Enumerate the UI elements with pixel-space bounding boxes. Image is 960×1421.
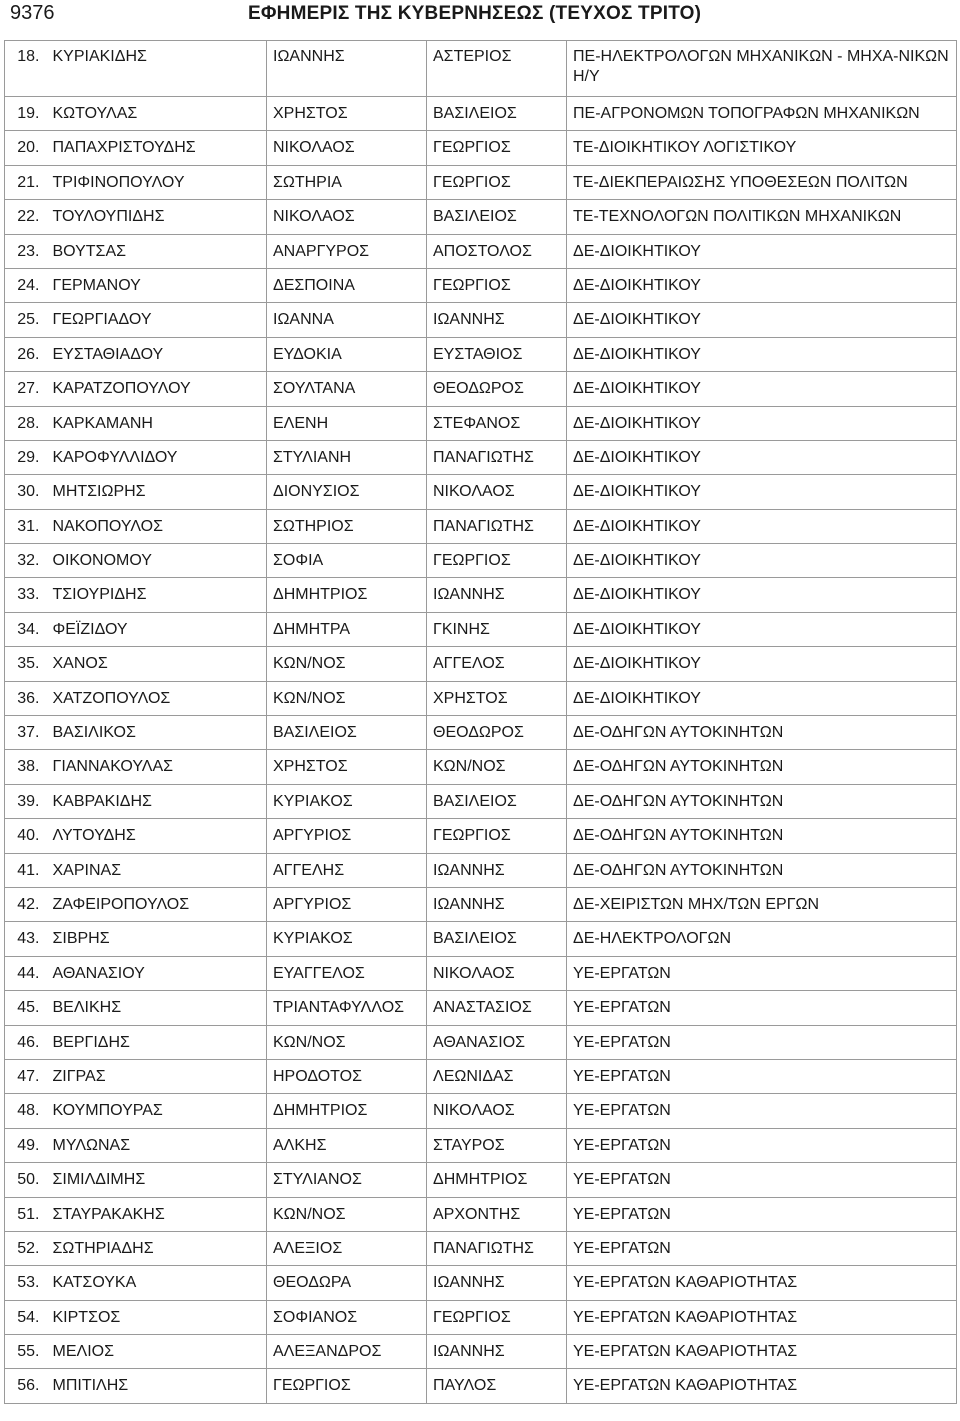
- specialty-cell: ΥΕ-ΕΡΓΑΤΩΝ ΚΑΘΑΡΙΟΤΗΤΑΣ: [567, 1335, 957, 1369]
- father-name-cell: ΝΙΚΟΛΑΟΣ: [427, 956, 567, 990]
- father-name-cell: ΒΑΣΙΛΕΙΟΣ: [427, 922, 567, 956]
- surname-cell: ΣΙΒΡΗΣ: [47, 922, 267, 956]
- row-number: 43.: [5, 922, 47, 956]
- row-number: 47.: [5, 1059, 47, 1093]
- table-row: [5, 1335, 957, 1369]
- row-number: 23.: [5, 234, 47, 268]
- first-name-cell: ΣΟΦΙΑ: [267, 544, 427, 578]
- first-name-cell: ΑΛΕΞΙΟΣ: [267, 1231, 427, 1265]
- table-row: [5, 1163, 957, 1197]
- surname-cell: ΓΙΑΝΝΑΚΟΥΛΑΣ: [47, 750, 267, 784]
- surname-cell: ΚΑΤΣΟΥΚΑ: [47, 1266, 267, 1300]
- surname-cell: ΒΕΛΙΚΗΣ: [47, 991, 267, 1025]
- specialty-cell: ΥΕ-ΕΡΓΑΤΩΝ: [567, 1231, 957, 1265]
- row-number: 38.: [5, 750, 47, 784]
- father-name-cell: ΓΕΩΡΓΙΟΣ: [427, 1300, 567, 1334]
- row-number: 48.: [5, 1094, 47, 1128]
- specialty-cell: ΔΕ-ΔΙΟΙΚΗΤΙΚΟΥ: [567, 681, 957, 715]
- table-row: [5, 475, 957, 509]
- specialty-cell: ΔΕ-ΔΙΟΙΚΗΤΙΚΟΥ: [567, 372, 957, 406]
- specialty-cell: ΔΕ-ΔΙΟΙΚΗΤΙΚΟΥ: [567, 406, 957, 440]
- father-name-cell: ΑΠΟΣΤΟΛΟΣ: [427, 234, 567, 268]
- surname-cell: ΜΗΤΣΙΩΡΗΣ: [47, 475, 267, 509]
- father-name-cell: ΙΩΑΝΝΗΣ: [427, 1266, 567, 1300]
- first-name-cell: ΘΕΟΔΩΡΑ: [267, 1266, 427, 1300]
- row-number: 37.: [5, 716, 47, 750]
- row-number: 24.: [5, 268, 47, 302]
- first-name-cell: ΗΡΟΔΟΤΟΣ: [267, 1059, 427, 1093]
- specialty-cell: ΔΕ-ΔΙΟΙΚΗΤΙΚΟΥ: [567, 544, 957, 578]
- specialty-cell: ΥΕ-ΕΡΓΑΤΩΝ ΚΑΘΑΡΙΟΤΗΤΑΣ: [567, 1266, 957, 1300]
- father-name-cell: ΧΡΗΣΤΟΣ: [427, 681, 567, 715]
- first-name-cell: ΕΥΑΓΓΕΛΟΣ: [267, 956, 427, 990]
- father-name-cell: ΙΩΑΝΝΗΣ: [427, 578, 567, 612]
- table-row: [5, 1369, 957, 1403]
- table-row: [5, 922, 957, 956]
- first-name-cell: ΣΟΥΛΤΑΝΑ: [267, 372, 427, 406]
- row-number: 20.: [5, 131, 47, 165]
- specialty-cell: ΔΕ-ΔΙΟΙΚΗΤΙΚΟΥ: [567, 612, 957, 646]
- first-name-cell: ΤΡΙΑΝΤΑΦΥΛΛΟΣ: [267, 991, 427, 1025]
- specialty-cell: ΔΕ-ΔΙΟΙΚΗΤΙΚΟΥ: [567, 440, 957, 474]
- specialty-cell: ΠΕ-ΑΓΡΟΝΟΜΩΝ ΤΟΠΟΓΡΑΦΩΝ ΜΗΧΑΝΙΚΩΝ: [567, 97, 957, 131]
- specialty-cell: ΠΕ-ΗΛΕΚΤΡΟΛΟΓΩΝ ΜΗΧΑΝΙΚΩΝ - ΜΗΧΑ-ΝΙΚΩΝ Η/Υ: [567, 41, 957, 97]
- surname-cell: ΣΤΑΥΡΑΚΑΚΗΣ: [47, 1197, 267, 1231]
- table-row: [5, 853, 957, 887]
- surname-cell: ΚΩΤΟΥΛΑΣ: [47, 97, 267, 131]
- row-number: 26.: [5, 337, 47, 371]
- table-row: [5, 303, 957, 337]
- row-number: 30.: [5, 475, 47, 509]
- first-name-cell: ΑΡΓΥΡΙΟΣ: [267, 887, 427, 921]
- surname-cell: ΣΙΜΙΛΔΙΜΗΣ: [47, 1163, 267, 1197]
- table-row: [5, 784, 957, 818]
- father-name-cell: ΔΗΜΗΤΡΙΟΣ: [427, 1163, 567, 1197]
- surname-cell: ΒΕΡΓΙΔΗΣ: [47, 1025, 267, 1059]
- table-row: [5, 1231, 957, 1265]
- first-name-cell: ΚΥΡΙΑΚΟΣ: [267, 922, 427, 956]
- surname-cell: ΤΟΥΛΟΥΠΙΔΗΣ: [47, 200, 267, 234]
- specialty-cell: ΥΕ-ΕΡΓΑΤΩΝ: [567, 1059, 957, 1093]
- table-row: [5, 337, 957, 371]
- surname-cell: ΤΡΙΦΙΝΟΠΟΥΛΟΥ: [47, 165, 267, 199]
- surname-cell: ΝΑΚΟΠΟΥΛΟΣ: [47, 509, 267, 543]
- specialty-cell: ΔΕ-ΔΙΟΙΚΗΤΙΚΟΥ: [567, 303, 957, 337]
- father-name-cell: ΑΝΑΣΤΑΣΙΟΣ: [427, 991, 567, 1025]
- surname-cell: ΚΑΡΚΑΜΑΝΗ: [47, 406, 267, 440]
- table-row: [5, 647, 957, 681]
- row-number: 21.: [5, 165, 47, 199]
- father-name-cell: ΠΑΝΑΓΙΩΤΗΣ: [427, 509, 567, 543]
- first-name-cell: ΣΟΦΙΑΝΟΣ: [267, 1300, 427, 1334]
- first-name-cell: ΑΝΑΡΓΥΡΟΣ: [267, 234, 427, 268]
- surname-cell: ΜΕΛΙΟΣ: [47, 1335, 267, 1369]
- first-name-cell: ΚΥΡΙΑΚΟΣ: [267, 784, 427, 818]
- table-row: [5, 1197, 957, 1231]
- table-row: [5, 200, 957, 234]
- row-number: 19.: [5, 97, 47, 131]
- father-name-cell: ΓΕΩΡΓΙΟΣ: [427, 819, 567, 853]
- first-name-cell: ΙΩΑΝΝΑ: [267, 303, 427, 337]
- surname-cell: ΓΕΩΡΓΙΑΔΟΥ: [47, 303, 267, 337]
- first-name-cell: ΑΡΓΥΡΙΟΣ: [267, 819, 427, 853]
- surname-cell: ΓΕΡΜΑΝΟΥ: [47, 268, 267, 302]
- father-name-cell: ΘΕΟΔΩΡΟΣ: [427, 716, 567, 750]
- first-name-cell: ΑΓΓΕΛΗΣ: [267, 853, 427, 887]
- table-row: [5, 268, 957, 302]
- specialty-cell: ΥΕ-ΕΡΓΑΤΩΝ ΚΑΘΑΡΙΟΤΗΤΑΣ: [567, 1369, 957, 1403]
- father-name-cell: ΠΑΥΛΟΣ: [427, 1369, 567, 1403]
- table-row: [5, 372, 957, 406]
- row-number: 25.: [5, 303, 47, 337]
- first-name-cell: ΔΗΜΗΤΡΙΟΣ: [267, 578, 427, 612]
- surname-cell: ΚΥΡΙΑΚΙΔΗΣ: [47, 41, 267, 97]
- father-name-cell: ΝΙΚΟΛΑΟΣ: [427, 1094, 567, 1128]
- row-number: 41.: [5, 853, 47, 887]
- surname-cell: ΧΑΝΟΣ: [47, 647, 267, 681]
- father-name-cell: ΒΑΣΙΛΕΙΟΣ: [427, 784, 567, 818]
- father-name-cell: ΓΕΩΡΓΙΟΣ: [427, 544, 567, 578]
- first-name-cell: ΓΕΩΡΓΙΟΣ: [267, 1369, 427, 1403]
- table-row: [5, 819, 957, 853]
- father-name-cell: ΣΤΑΥΡΟΣ: [427, 1128, 567, 1162]
- father-name-cell: ΘΕΟΔΩΡΟΣ: [427, 372, 567, 406]
- table-row: [5, 509, 957, 543]
- specialty-cell: ΤΕ-ΔΙΟΙΚΗΤΙΚΟΥ ΛΟΓΙΣΤΙΚΟΥ: [567, 131, 957, 165]
- row-number: 27.: [5, 372, 47, 406]
- father-name-cell: ΓΕΩΡΓΙΟΣ: [427, 268, 567, 302]
- row-number: 56.: [5, 1369, 47, 1403]
- first-name-cell: ΕΛΕΝΗ: [267, 406, 427, 440]
- appointees-table-body: [5, 41, 957, 1404]
- row-number: 50.: [5, 1163, 47, 1197]
- surname-cell: ΒΑΣΙΛΙΚΟΣ: [47, 716, 267, 750]
- row-number: 53.: [5, 1266, 47, 1300]
- row-number: 52.: [5, 1231, 47, 1265]
- surname-cell: ΚΑΒΡΑΚΙΔΗΣ: [47, 784, 267, 818]
- specialty-cell: ΥΕ-ΕΡΓΑΤΩΝ: [567, 1163, 957, 1197]
- table-row: [5, 681, 957, 715]
- specialty-cell: ΥΕ-ΕΡΓΑΤΩΝ ΚΑΘΑΡΙΟΤΗΤΑΣ: [567, 1300, 957, 1334]
- row-number: 36.: [5, 681, 47, 715]
- row-number: 49.: [5, 1128, 47, 1162]
- father-name-cell: ΑΘΑΝΑΣΙΟΣ: [427, 1025, 567, 1059]
- table-row: [5, 750, 957, 784]
- father-name-cell: ΚΩΝ/ΝΟΣ: [427, 750, 567, 784]
- father-name-cell: ΠΑΝΑΓΙΩΤΗΣ: [427, 440, 567, 474]
- table-row: [5, 41, 957, 97]
- specialty-cell: ΥΕ-ΕΡΓΑΤΩΝ: [567, 956, 957, 990]
- father-name-cell: ΑΓΓΕΛΟΣ: [427, 647, 567, 681]
- row-number: 34.: [5, 612, 47, 646]
- first-name-cell: ΣΤΥΛΙΑΝΟΣ: [267, 1163, 427, 1197]
- father-name-cell: ΙΩΑΝΝΗΣ: [427, 887, 567, 921]
- surname-cell: ΠΑΠΑΧΡΙΣΤΟΥΔΗΣ: [47, 131, 267, 165]
- table-row: [5, 131, 957, 165]
- father-name-cell: ΝΙΚΟΛΑΟΣ: [427, 475, 567, 509]
- table-row: [5, 716, 957, 750]
- first-name-cell: ΑΛΕΞΑΝΔΡΟΣ: [267, 1335, 427, 1369]
- first-name-cell: ΙΩΑΝΝΗΣ: [267, 41, 427, 97]
- father-name-cell: ΠΑΝΑΓΙΩΤΗΣ: [427, 1231, 567, 1265]
- table-row: [5, 1300, 957, 1334]
- surname-cell: ΣΩΤΗΡΙΑΔΗΣ: [47, 1231, 267, 1265]
- father-name-cell: ΕΥΣΤΑΘΙΟΣ: [427, 337, 567, 371]
- first-name-cell: ΔΙΟΝΥΣΙΟΣ: [267, 475, 427, 509]
- first-name-cell: ΔΗΜΗΤΡΙΟΣ: [267, 1094, 427, 1128]
- row-number: 39.: [5, 784, 47, 818]
- first-name-cell: ΔΕΣΠΟΙΝΑ: [267, 268, 427, 302]
- first-name-cell: ΑΛΚΗΣ: [267, 1128, 427, 1162]
- row-number: 51.: [5, 1197, 47, 1231]
- surname-cell: ΛΥΤΟΥΔΗΣ: [47, 819, 267, 853]
- row-number: 31.: [5, 509, 47, 543]
- surname-cell: ΚΑΡΑΤΖΟΠΟΥΛΟΥ: [47, 372, 267, 406]
- row-number: 46.: [5, 1025, 47, 1059]
- surname-cell: ΜΠΙΤΙΛΗΣ: [47, 1369, 267, 1403]
- row-number: 22.: [5, 200, 47, 234]
- row-number: 40.: [5, 819, 47, 853]
- surname-cell: ΚΑΡΟΦΥΛΛΙΔΟΥ: [47, 440, 267, 474]
- table-row: [5, 97, 957, 131]
- table-row: [5, 612, 957, 646]
- table-row: [5, 887, 957, 921]
- table-row: [5, 544, 957, 578]
- first-name-cell: ΣΩΤΗΡΙΟΣ: [267, 509, 427, 543]
- table-row: [5, 165, 957, 199]
- table-row: [5, 991, 957, 1025]
- first-name-cell: ΧΡΗΣΤΟΣ: [267, 750, 427, 784]
- surname-cell: ΚΟΥΜΠΟΥΡΑΣ: [47, 1094, 267, 1128]
- specialty-cell: ΔΕ-ΟΔΗΓΩΝ ΑΥΤΟΚΙΝΗΤΩΝ: [567, 819, 957, 853]
- first-name-cell: ΒΑΣΙΛΕΙΟΣ: [267, 716, 427, 750]
- table-row: [5, 578, 957, 612]
- first-name-cell: ΝΙΚΟΛΑΟΣ: [267, 200, 427, 234]
- first-name-cell: ΚΩΝ/ΝΟΣ: [267, 681, 427, 715]
- father-name-cell: ΒΑΣΙΛΕΙΟΣ: [427, 200, 567, 234]
- father-name-cell: ΙΩΑΝΝΗΣ: [427, 303, 567, 337]
- father-name-cell: ΒΑΣΙΛΕΙΟΣ: [427, 97, 567, 131]
- specialty-cell: ΔΕ-ΔΙΟΙΚΗΤΙΚΟΥ: [567, 509, 957, 543]
- specialty-cell: ΔΕ-ΗΛΕΚΤΡΟΛΟΓΩΝ: [567, 922, 957, 956]
- specialty-cell: ΥΕ-ΕΡΓΑΤΩΝ: [567, 1025, 957, 1059]
- father-name-cell: ΙΩΑΝΝΗΣ: [427, 1335, 567, 1369]
- surname-cell: ΟΙΚΟΝΟΜΟΥ: [47, 544, 267, 578]
- table-row: [5, 1025, 957, 1059]
- row-number: 29.: [5, 440, 47, 474]
- specialty-cell: ΔΕ-ΔΙΟΙΚΗΤΙΚΟΥ: [567, 234, 957, 268]
- first-name-cell: ΚΩΝ/ΝΟΣ: [267, 1025, 427, 1059]
- specialty-cell: ΤΕ-ΤΕΧΝΟΛΟΓΩΝ ΠΟΛΙΤΙΚΩΝ ΜΗΧΑΝΙΚΩΝ: [567, 200, 957, 234]
- row-number: 54.: [5, 1300, 47, 1334]
- surname-cell: ΧΑΡΙΝΑΣ: [47, 853, 267, 887]
- table-row: [5, 956, 957, 990]
- row-number: 33.: [5, 578, 47, 612]
- specialty-cell: ΥΕ-ΕΡΓΑΤΩΝ: [567, 991, 957, 1025]
- first-name-cell: ΧΡΗΣΤΟΣ: [267, 97, 427, 131]
- surname-cell: ΤΣΙΟΥΡΙΔΗΣ: [47, 578, 267, 612]
- row-number: 55.: [5, 1335, 47, 1369]
- row-number: 42.: [5, 887, 47, 921]
- specialty-cell: ΥΕ-ΕΡΓΑΤΩΝ: [567, 1128, 957, 1162]
- table-row: [5, 1128, 957, 1162]
- surname-cell: ΚΙΡΤΣΟΣ: [47, 1300, 267, 1334]
- table-row: [5, 1059, 957, 1093]
- specialty-cell: ΔΕ-ΔΙΟΙΚΗΤΙΚΟΥ: [567, 475, 957, 509]
- row-number: 35.: [5, 647, 47, 681]
- table-row: [5, 440, 957, 474]
- surname-cell: ΦΕΪΖΙΔΟΥ: [47, 612, 267, 646]
- surname-cell: ΖΙΓΡΑΣ: [47, 1059, 267, 1093]
- first-name-cell: ΝΙΚΟΛΑΟΣ: [267, 131, 427, 165]
- father-name-cell: ΑΡΧΟΝΤΗΣ: [427, 1197, 567, 1231]
- first-name-cell: ΣΤΥΛΙΑΝΗ: [267, 440, 427, 474]
- page-header: [0, 0, 960, 34]
- surname-cell: ΖΑΦΕΙΡΟΠΟΥΛΟΣ: [47, 887, 267, 921]
- father-name-cell: ΓΕΩΡΓΙΟΣ: [427, 165, 567, 199]
- specialty-cell: ΔΕ-ΔΙΟΙΚΗΤΙΚΟΥ: [567, 578, 957, 612]
- specialty-cell: ΤΕ-ΔΙΕΚΠΕΡΑΙΩΣΗΣ ΥΠΟΘΕΣΕΩΝ ΠΟΛΙΤΩΝ: [567, 165, 957, 199]
- row-number: 18.: [5, 41, 47, 97]
- father-name-cell: ΑΣΤΕΡΙΟΣ: [427, 41, 567, 97]
- specialty-cell: ΔΕ-ΟΔΗΓΩΝ ΑΥΤΟΚΙΝΗΤΩΝ: [567, 716, 957, 750]
- specialty-cell: ΔΕ-ΔΙΟΙΚΗΤΙΚΟΥ: [567, 647, 957, 681]
- surname-cell: ΒΟΥΤΣΑΣ: [47, 234, 267, 268]
- first-name-cell: ΔΗΜΗΤΡΑ: [267, 612, 427, 646]
- surname-cell: ΧΑΤΖΟΠΟΥΛΟΣ: [47, 681, 267, 715]
- page-number: 9376: [10, 2, 55, 24]
- appointees-table: [4, 40, 957, 1404]
- table-row: [5, 1266, 957, 1300]
- table-row: [5, 234, 957, 268]
- first-name-cell: ΣΩΤΗΡΙΑ: [267, 165, 427, 199]
- specialty-cell: ΔΕ-ΧΕΙΡΙΣΤΩΝ ΜΗΧ/ΤΩΝ ΕΡΓΩΝ: [567, 887, 957, 921]
- first-name-cell: ΚΩΝ/ΝΟΣ: [267, 647, 427, 681]
- specialty-cell: ΔΕ-ΟΔΗΓΩΝ ΑΥΤΟΚΙΝΗΤΩΝ: [567, 784, 957, 818]
- journal-title: ΕΦΗΜΕΡΙΣ ΤΗΣ ΚΥΒΕΡΝΗΣΕΩΣ (ΤΕΥΧΟΣ ΤΡΙΤΟ): [248, 3, 702, 24]
- father-name-cell: ΓΕΩΡΓΙΟΣ: [427, 131, 567, 165]
- row-number: 28.: [5, 406, 47, 440]
- father-name-cell: ΓΚΙΝΗΣ: [427, 612, 567, 646]
- row-number: 44.: [5, 956, 47, 990]
- first-name-cell: ΚΩΝ/ΝΟΣ: [267, 1197, 427, 1231]
- table-row: [5, 406, 957, 440]
- row-number: 45.: [5, 991, 47, 1025]
- specialty-cell: ΔΕ-ΔΙΟΙΚΗΤΙΚΟΥ: [567, 337, 957, 371]
- surname-cell: ΜΥΛΩΝΑΣ: [47, 1128, 267, 1162]
- first-name-cell: ΕΥΔΟΚΙΑ: [267, 337, 427, 371]
- father-name-cell: ΛΕΩΝΙΔΑΣ: [427, 1059, 567, 1093]
- specialty-cell: ΥΕ-ΕΡΓΑΤΩΝ: [567, 1197, 957, 1231]
- specialty-cell: ΔΕ-ΔΙΟΙΚΗΤΙΚΟΥ: [567, 268, 957, 302]
- father-name-cell: ΣΤΕΦΑΝΟΣ: [427, 406, 567, 440]
- surname-cell: ΑΘΑΝΑΣΙΟΥ: [47, 956, 267, 990]
- specialty-cell: ΔΕ-ΟΔΗΓΩΝ ΑΥΤΟΚΙΝΗΤΩΝ: [567, 853, 957, 887]
- table-row: [5, 1094, 957, 1128]
- specialty-cell: ΔΕ-ΟΔΗΓΩΝ ΑΥΤΟΚΙΝΗΤΩΝ: [567, 750, 957, 784]
- father-name-cell: ΙΩΑΝΝΗΣ: [427, 853, 567, 887]
- specialty-cell: ΥΕ-ΕΡΓΑΤΩΝ: [567, 1094, 957, 1128]
- surname-cell: ΕΥΣΤΑΘΙΑΔΟΥ: [47, 337, 267, 371]
- row-number: 32.: [5, 544, 47, 578]
